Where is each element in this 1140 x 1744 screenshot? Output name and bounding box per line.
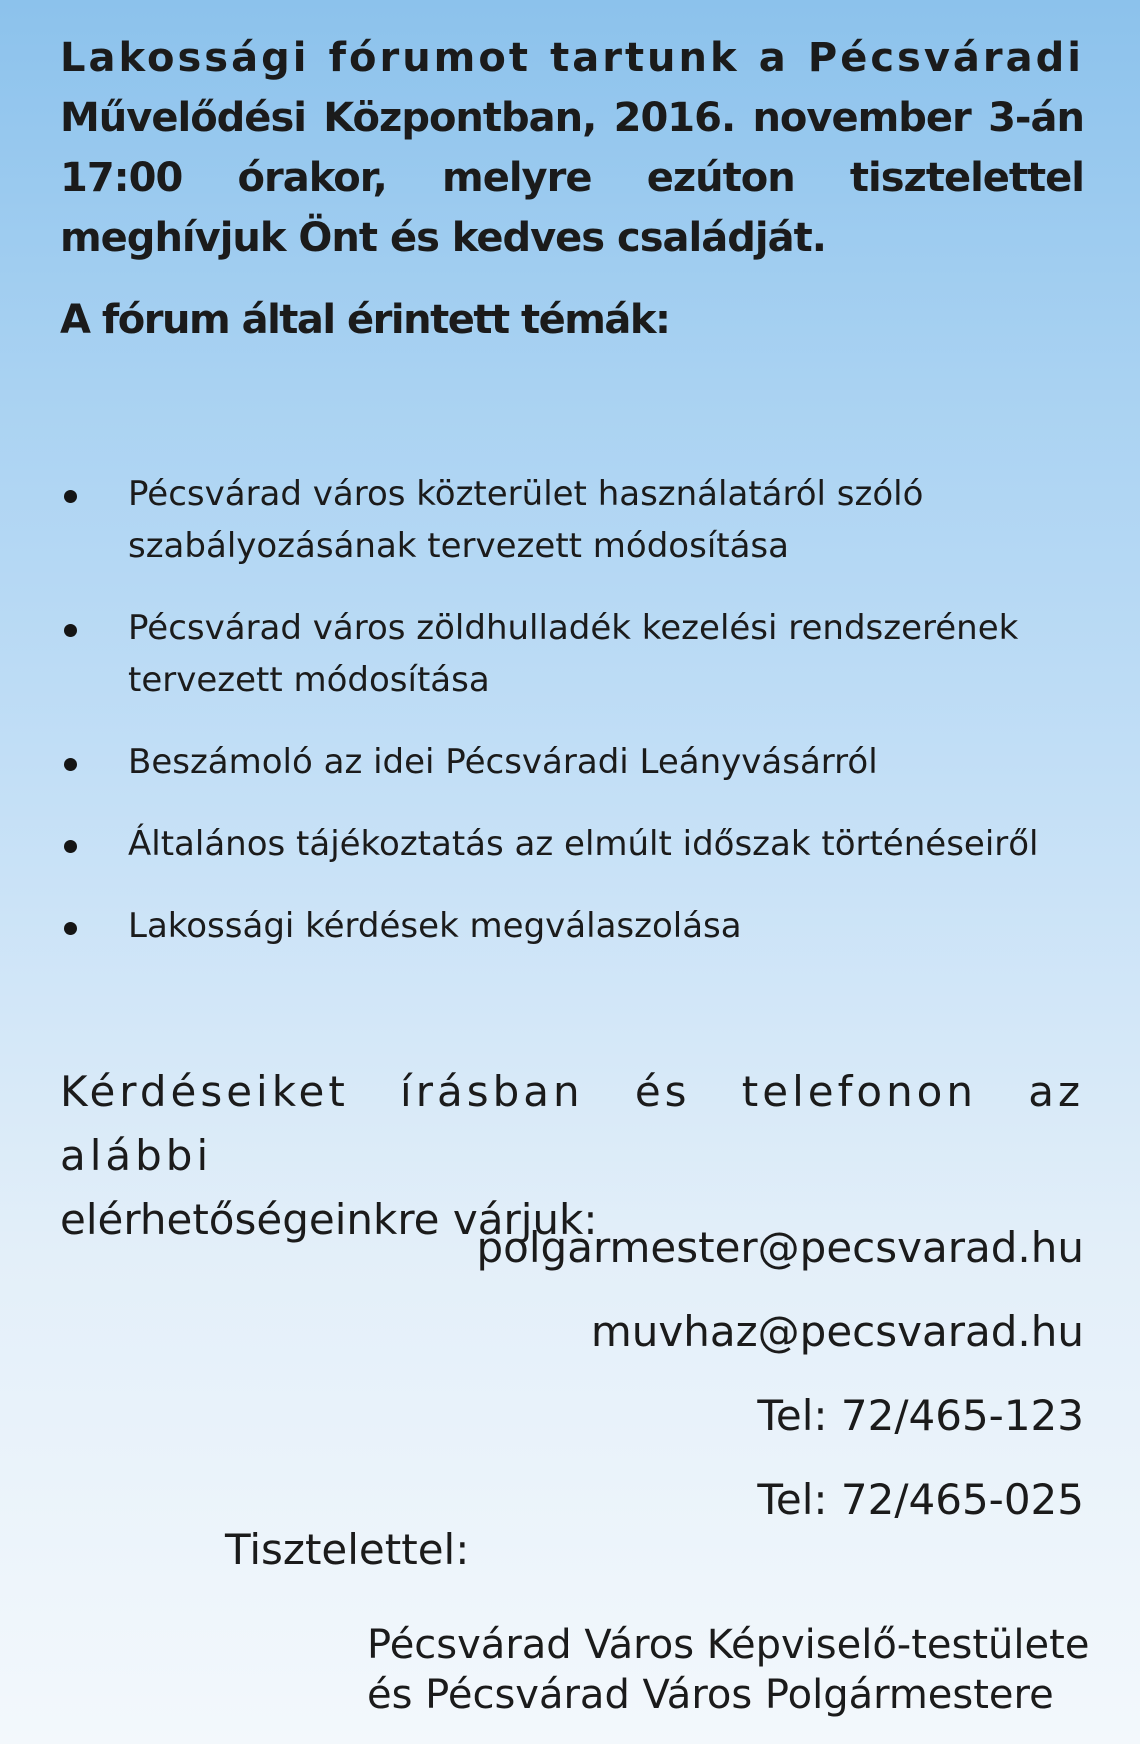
list-item [60, 818, 1040, 870]
topic-text: Általános tájékoztatás az elmúlt időszak történéseiről [128, 824, 1039, 864]
email-cultural-center[interactable]: muvhaz@pecsvarad.hu [590, 1307, 1084, 1356]
topic-text: Pécsvárad város közterület használatáról szóló szabályozásának tervezett módosítása [128, 474, 924, 566]
bullet-icon [64, 490, 77, 503]
topics-list [60, 468, 1040, 982]
signature-line-1: Pécsvárad Város Képviselő-testülete [367, 1622, 1090, 1668]
bullet-icon [64, 758, 77, 771]
list-item [60, 602, 1040, 706]
invitation-paragraph [60, 28, 1084, 268]
bullet-icon [64, 840, 77, 853]
bullet-icon [64, 624, 77, 637]
topic-text: Lakossági kérdések megválaszolása [128, 906, 742, 946]
invitation-rest: Művelődési Központban, 2016. november 3-án 17:00 órakor, melyre ezúton tisztelettel meghívjuk Önt és kedves családját. [60, 95, 1084, 261]
signature-line-2: és Pécsvárad Város Polgármestere [367, 1672, 1054, 1718]
bullet-icon [64, 922, 77, 935]
list-item [60, 468, 1040, 572]
topics-heading: A fórum által érintett témák: [60, 297, 670, 343]
invitation-line-1: Lakossági fórumot tartunk a Pécsváradi [60, 35, 1084, 81]
signature-block [367, 1620, 1089, 1720]
phone-1[interactable]: Tel: 72/465-123 [757, 1391, 1084, 1440]
list-item [60, 900, 1040, 952]
email-mayor[interactable]: polgarmester@pecsvarad.hu [476, 1223, 1084, 1272]
questions-line-2: elérhetőségeinkre várjuk: [60, 1195, 598, 1244]
questions-line-1: Kérdéseiket írásban és telefonon az alábbi [60, 1067, 1084, 1180]
list-item [60, 736, 1040, 788]
greeting: Tisztelettel: [225, 1525, 470, 1574]
contact-list [477, 1206, 1084, 1542]
phone-2[interactable]: Tel: 72/465-025 [757, 1475, 1084, 1524]
topic-text: Pécsvárad város zöldhulladék kezelési rendszerének tervezett módosítása [128, 608, 1019, 700]
topic-text: Beszámoló az idei Pécsváradi Leányvásárról [128, 742, 878, 782]
